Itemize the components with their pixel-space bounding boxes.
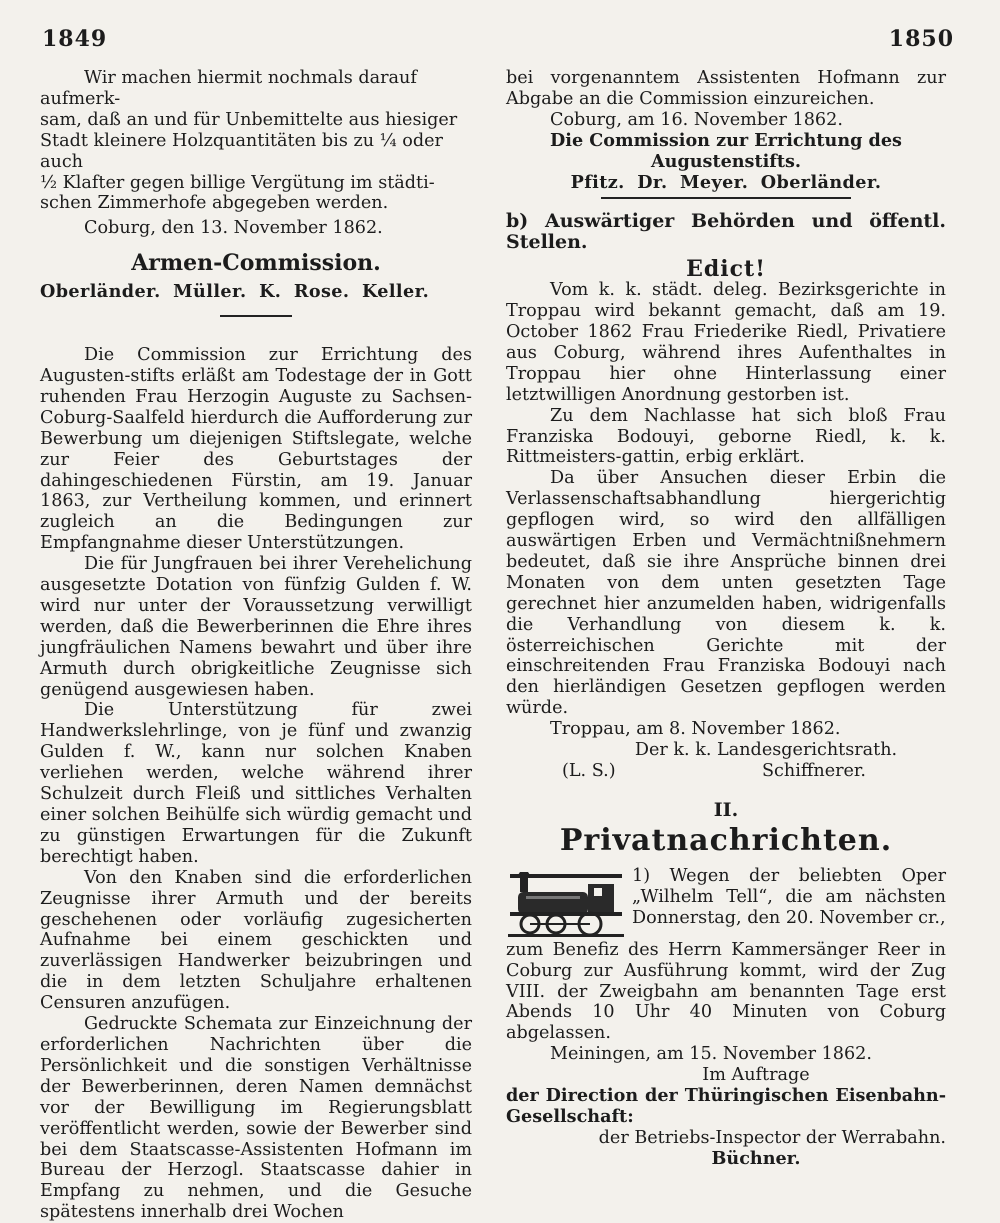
rail-notice-head: 1) Wegen der beliebten Oper „Wilhelm Tell“, die am nächsten Donnerstag, den 20. November cr.,	[632, 865, 946, 928]
rail-auftrage: Im Auftrage	[702, 1065, 810, 1086]
continuation-text: bei vorgenanntem Assistenten Hofmann zur Abgabe an die Commission einzureichen.	[506, 68, 946, 109]
page-number-left: 1849	[42, 26, 108, 52]
edict-paragraph: Da über Ansuchen dieser Erbin die Verlassenschaftsabhandlung hiergerichtig gepflogen wird, so wird den allfälligen auswärtigen Erben und Vermächtnißnehmern bedeutet, daß sie ihre Ansprüche binnen drei Monaten von dem unten gesetzten Tage gerechnet hier anzumelden haben, widrigenfalls die Verhandlung von diesem k. k. österreichischen Gerichte mit der einschreitenden Frau Franziska Bodouyi nach den hierländigen Gesetzen gepflogen werden würde.	[506, 468, 946, 719]
edict-authority: Der k. k. Landesgerichtsrath.	[634, 740, 898, 761]
notice-line: ½ Klafter gegen billige Vergütung im städti-	[40, 172, 435, 193]
wood-notice	[40, 68, 472, 214]
left-column	[40, 68, 472, 1223]
augustenstift-signature-names: Pfitz. Dr. Meyer. Oberländer.	[570, 171, 882, 193]
section-b-heading: b) Auswärtiger Behörden und öffentl. Stellen.	[506, 210, 946, 254]
notice-line: schen Zimmerhofe abgegeben werden.	[40, 193, 389, 214]
right-column	[506, 68, 946, 1170]
edict-signature-row	[506, 761, 946, 782]
edict-paragraph: Vom k. k. städt. deleg. Bezirksgerichte in Troppau wird bekannt gemacht, daß am 19. October 1862 Frau Friederike Riedl, Privatiere aus Coburg, während ihres Aufenthaltes in Troppau hier ohne Hinterlassung einer letztwilligen Anordnung gestorben ist.	[506, 280, 946, 405]
edict-signatory: Schiffnerer.	[762, 761, 866, 781]
augusten-paragraph: Von den Knaben sind die erforderlichen Zeugnisse ihrer Armuth und der bereits geschehenen oder vorläufig zugesicherten Aufnahme bei einem geschickten und zuverlässigen Handwerker beizubringen und die in dem letzten Schuljahre erhaltenen Censuren anzufügen.	[40, 867, 472, 1014]
notice-date: Coburg, den 13. November 1862.	[84, 218, 383, 239]
rail-direction: der Direction der Thüringischen Eisenbahn-Gesellschaft:	[506, 1085, 946, 1127]
edict-title: Edict!	[686, 256, 766, 283]
edict-paragraph: Zu dem Nachlasse hat sich bloß Frau Franziska Bodouyi, geborne Riedl, k. k. Rittmeisters-gattin, erbig erklärt.	[506, 405, 946, 468]
commission-members: Oberländer. Müller. K. Rose. Keller.	[40, 281, 430, 303]
augusten-paragraph: Die Unterstützung für zwei Handwerkslehrlinge, von je fünf und zwanzig Gulden f. W., kann nur solchen Knaben verliehen werden, welche während ihrer Schulzeit durch Fleiß und sittliches Verhalten einer solchen Beihülfe sich würdig gemacht und zu günstigen Erwartungen für die Zukunft berechtigt haben.	[40, 700, 472, 867]
augusten-paragraph: Die Commission zur Errichtung des Augusten-stifts erläßt am Todestage der in Gott ruhenden Frau Herzogin Auguste zu Sachsen-Coburg-Saalfeld hierdurch die Aufforderung zur Bewerbung um diejenigen Stiftslegate, welche zur Feier des Geburtstages der dahingeschiedenen Fürstin, am 19. Januar 1863, zur Vertheilung kommen, und erinnert zugleich an die Bedingungen zur Empfangnahme dieser Unterstützungen.	[40, 345, 472, 554]
rail-notice-body: zum Benefiz des Herrn Kammersänger Reer in Coburg zur Ausführung kommt, wird der Zug VIII. der Zweigbahn am benannten Tage erst Abends 10 Uhr 40 Minuten von Coburg abgelassen.	[506, 939, 946, 1044]
private-notices-title: Privatnachrichten.	[559, 822, 893, 858]
augustenstift-commission-signature: Die Commission zur Errichtung des Augustenstifts.	[550, 129, 902, 172]
rail-notice-date: Meiningen, am 15. November 1862.	[550, 1044, 872, 1065]
continuation-date: Coburg, am 16. November 1862.	[550, 109, 843, 130]
armen-commission-title: Armen-Commission.	[131, 250, 381, 277]
locomotive-icon	[506, 868, 626, 938]
rail-inspector: der Betriebs-Inspector der Werrabahn.	[598, 1127, 946, 1148]
augusten-paragraph: Die für Jungfrauen bei ihrer Verehelichung ausgesetzte Dotation von fünfzig Gulden f. W. wird nur unter der Voraussetzung verwilligt werden, daß die Bewerberinnen die Ehre ihres jungfräulichen Namens bewahrt und über ihre Armuth durch obrigkeitliche Zeugnisse sich genügend ausgewiesen haben.	[40, 554, 472, 700]
notice-line: Wir machen hiermit nochmals darauf aufmerk-	[40, 68, 417, 109]
notice-line: sam, daß an und für Unbemittelte aus hiesiger	[40, 109, 458, 130]
section-roman-numeral: II.	[713, 798, 739, 821]
divider	[601, 197, 851, 199]
edict-date: Troppau, am 8. November 1862.	[550, 719, 841, 740]
divider	[220, 315, 292, 317]
rail-notice	[506, 866, 946, 938]
notice-line: Stadt kleinere Holzquantitäten bis zu ¼ oder auch	[40, 130, 443, 172]
page-number-right: 1850	[888, 26, 954, 52]
augusten-paragraph: Gedruckte Schemata zur Einzeichnung der erforderlichen Nachrichten über die Persönlichkeit und die sonstigen Verhältnisse der Bewerberinnen, deren Namen demnächst vor der Bewilligung im Regierungsblatt veröffentlicht werden, sowie der Bewerber sind bei dem Staatscasse-Assistenten Hofmann im Bureau der Herzogl. Staatscasse dahier in Empfang zu nehmen, und die Gesuche spätestens innerhalb drei Wochen	[40, 1014, 472, 1223]
rail-signatory: Büchner.	[711, 1147, 801, 1169]
seal-mark: (L. S.)	[562, 761, 616, 781]
